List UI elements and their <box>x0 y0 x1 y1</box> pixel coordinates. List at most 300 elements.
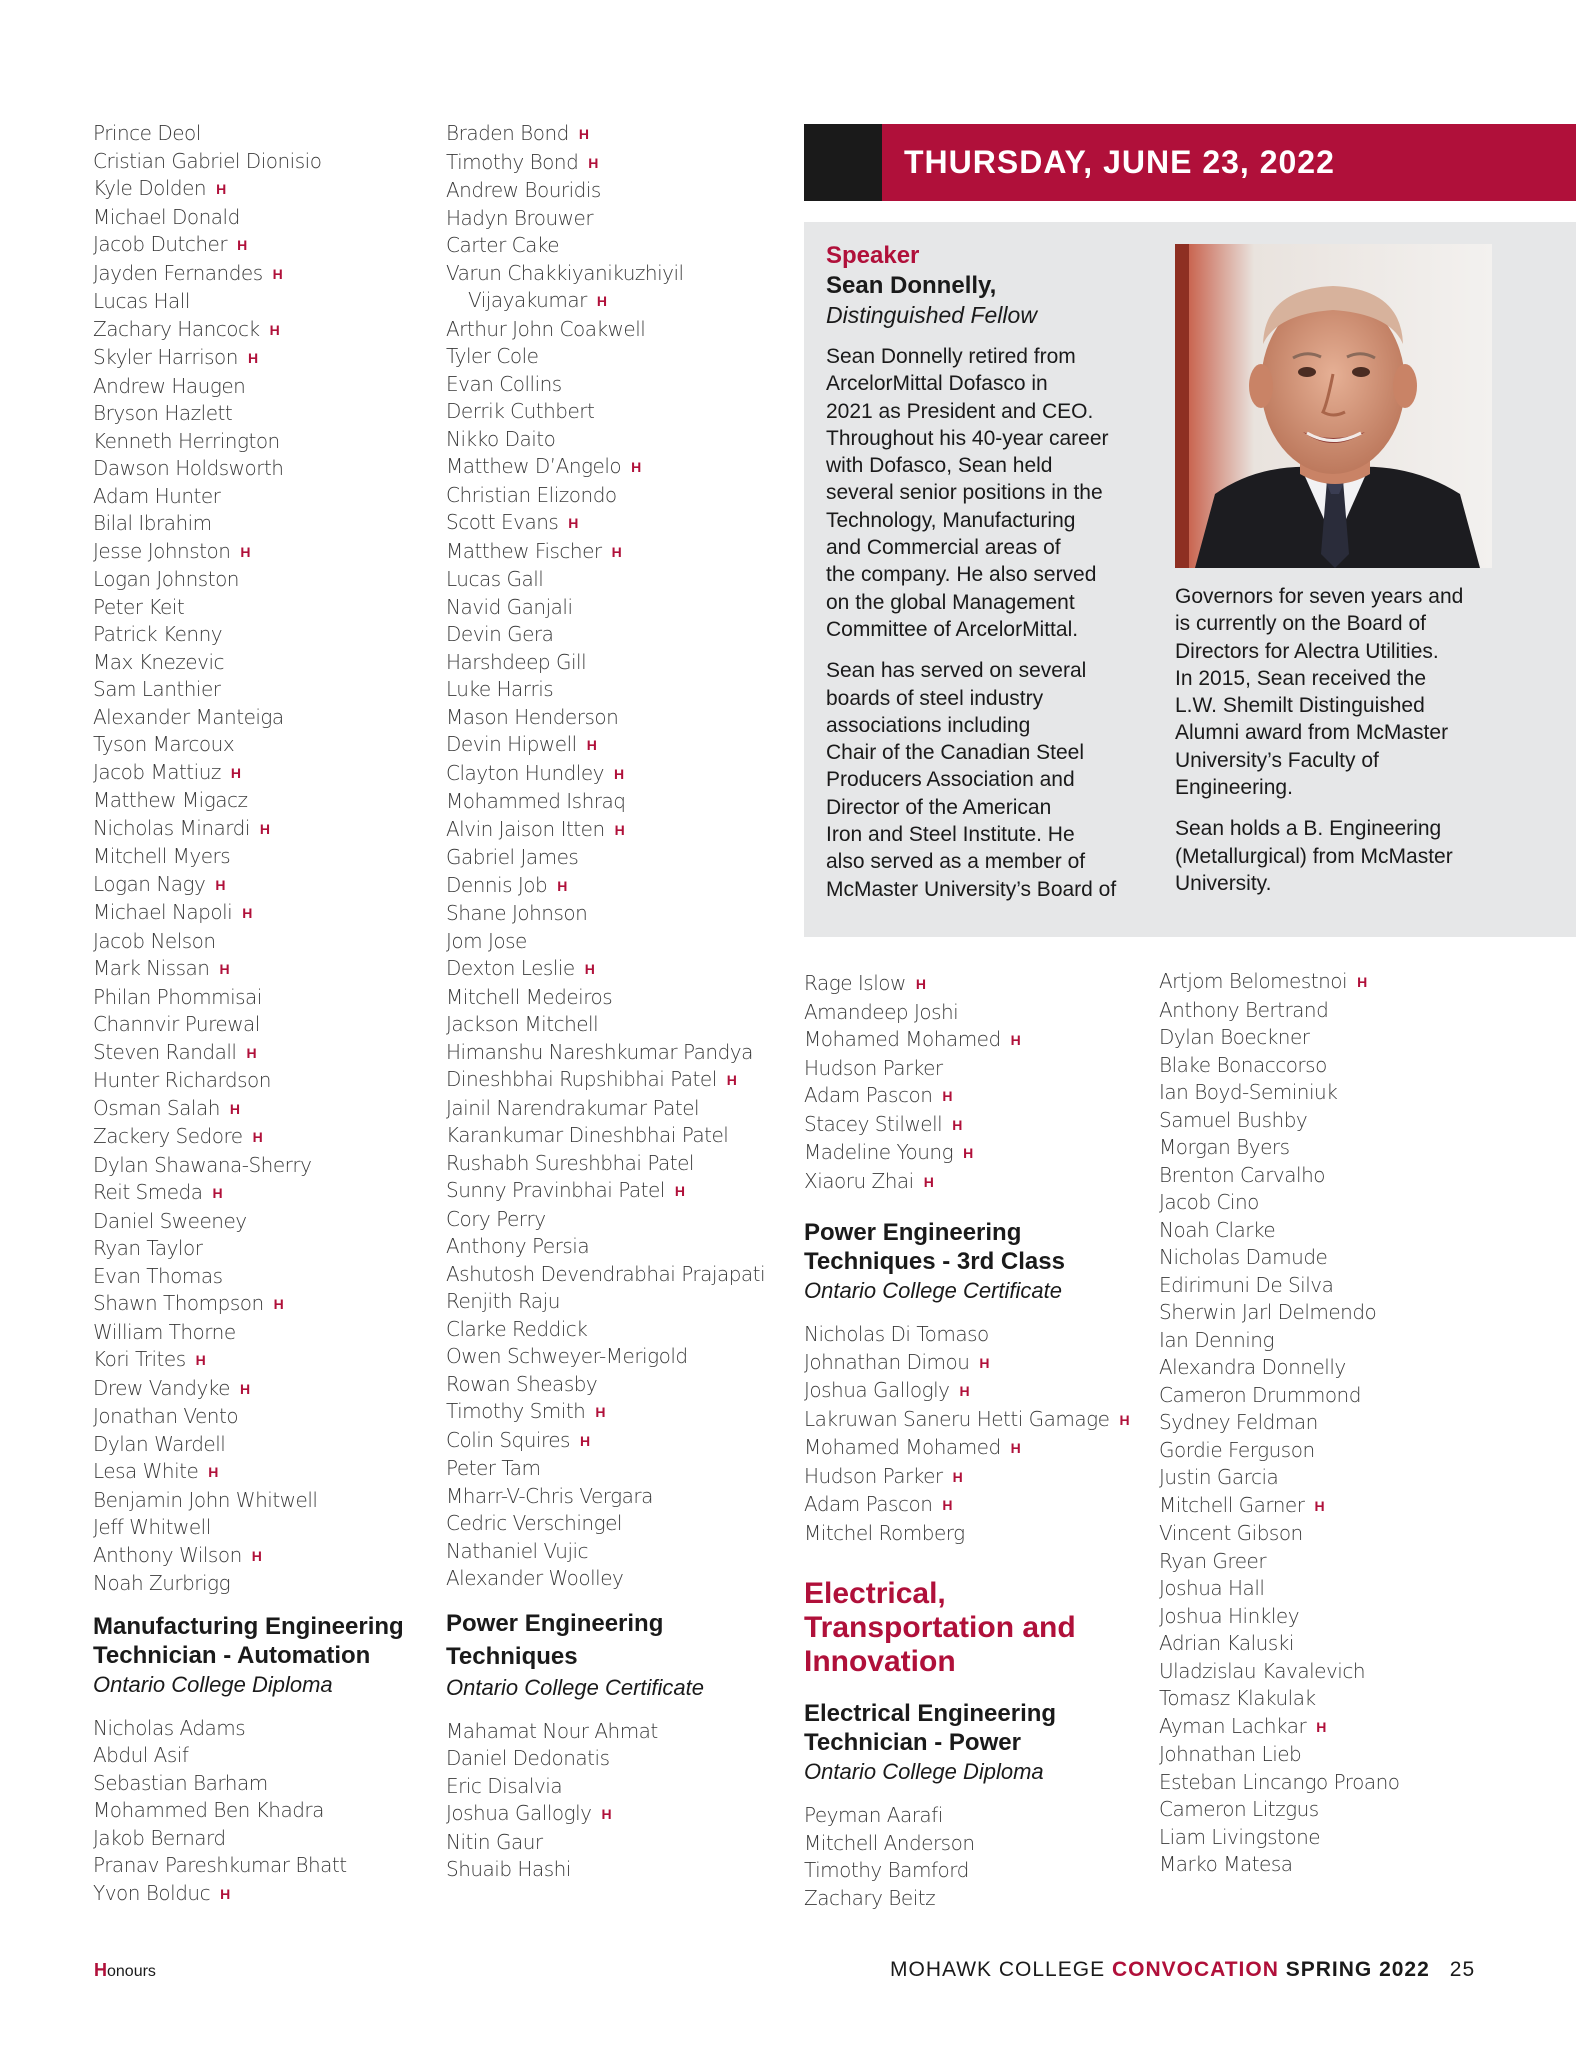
text-line: Sean has served on several <box>826 659 1087 683</box>
graduate-name-text: Sydney Feldman <box>1159 1410 1318 1434</box>
graduate-name <box>93 1487 423 1515</box>
graduate-name <box>446 426 791 454</box>
graduate-name-text: Shawn Thompson <box>93 1291 264 1315</box>
graduate-name <box>93 815 423 844</box>
graduate-name <box>446 509 791 538</box>
graduate-name-text: Vincent Gibson <box>1159 1521 1303 1545</box>
graduate-name-text: Anthony Persia <box>446 1234 590 1258</box>
graduate-name <box>446 1427 791 1456</box>
graduate-name-text: Peter Tam <box>446 1456 541 1480</box>
graduate-name-text: Mohamed Mohamed <box>804 1027 1001 1051</box>
graduate-name-text: Jacob Nelson <box>93 928 216 953</box>
honours-icon: H <box>94 1960 107 1980</box>
speaker-left-column <box>826 242 1166 917</box>
graduate-name <box>93 510 423 538</box>
graduate-name-text: Johnathan Dimou <box>804 1349 970 1374</box>
graduate-name <box>446 955 791 984</box>
text-line: also served as a member of <box>826 850 1086 874</box>
graduate-name <box>446 232 791 260</box>
graduate-name <box>93 1123 423 1152</box>
text-line: Electrical, <box>804 1577 946 1610</box>
graduate-name <box>1159 1244 1569 1272</box>
graduate-name <box>1159 1769 1569 1797</box>
text-line: Chair of the Canadian Steel <box>826 741 1084 765</box>
text-line: Governors for seven years and <box>1175 585 1464 608</box>
graduate-name-text: Max Knezevic <box>93 649 224 674</box>
date-banner-block <box>804 124 882 201</box>
honours-icon: H <box>557 877 567 894</box>
graduate-name-text: Nathaniel Vujic <box>446 1538 589 1563</box>
graduate-name-text: Stacey Stilwell <box>804 1111 943 1136</box>
graduate-name <box>446 760 791 789</box>
graduate-name-text: Kori Trites <box>93 1347 186 1371</box>
graduate-name <box>446 594 791 622</box>
program-credential: Ontario College Diploma <box>93 1671 333 1697</box>
graduate-name-text: Michael Donald <box>93 204 240 229</box>
graduate-name-text: Rage Islow <box>804 971 906 995</box>
graduate-name-text: Alexandra Donnelly <box>1159 1355 1346 1379</box>
graduate-name-text: Sunny Pravinbhai Patel <box>446 1178 665 1202</box>
graduate-name-text: Joshua Gallogly <box>446 1801 592 1825</box>
graduate-name-text: Jacob Dutcher <box>93 232 228 256</box>
graduate-name-text: Hadyn Brouwer <box>446 205 594 230</box>
honours-icon: H <box>195 1352 206 1368</box>
speaker-photo <box>1175 244 1492 568</box>
graduate-name <box>446 1371 791 1399</box>
program-title <box>446 1607 791 1673</box>
graduate-name-text: Sherwin Jarl Delmendo <box>1159 1300 1377 1324</box>
graduate-name-text: Hudson Parker <box>804 1055 943 1080</box>
graduate-name <box>1159 1713 1569 1742</box>
graduate-name-text: Madeline Young <box>804 1140 954 1164</box>
graduate-name-text: Abdul Asif <box>93 1743 189 1767</box>
graduate-name <box>93 1067 423 1095</box>
graduate-name <box>446 1483 791 1511</box>
graduate-name-text: Dylan Wardell <box>93 1431 226 1456</box>
graduate-name-text: Nicholas Adams <box>93 1715 246 1740</box>
graduate-name <box>1159 1024 1569 1052</box>
graduate-name-text: Mitchell Garner <box>1159 1492 1305 1517</box>
graduate-name <box>93 428 423 456</box>
graduate-name-text: Yvon Bolduc <box>93 1880 211 1905</box>
graduate-name-text: Anthony Wilson <box>93 1542 242 1567</box>
graduate-name <box>93 1770 423 1798</box>
honours-icon: H <box>239 1380 250 1397</box>
graduate-name-text: Nicholas Minardi <box>93 815 250 840</box>
graduate-name-text: Zachary Hancock <box>93 316 260 341</box>
graduate-name <box>93 1742 423 1770</box>
graduate-name-text: Patrick Kenny <box>93 622 223 646</box>
graduate-name <box>93 1458 423 1487</box>
graduate-name-text: Mitchel Romberg <box>804 1520 965 1545</box>
graduate-name <box>446 538 791 567</box>
honours-icon: H <box>259 820 270 837</box>
graduate-name-text: Gordie Ferguson <box>1159 1437 1315 1462</box>
graduate-name <box>93 204 423 232</box>
graduate-name <box>446 1150 791 1178</box>
graduate-name <box>93 984 423 1012</box>
graduate-name-text: Nicholas Di Tomaso <box>804 1322 989 1346</box>
graduate-name <box>93 1403 423 1431</box>
speaker-right-column <box>1175 583 1565 911</box>
text-line: ArcelorMittal Dofasco in <box>826 372 1048 396</box>
graduate-name <box>93 260 423 289</box>
graduate-name <box>446 343 791 371</box>
graduate-name <box>446 1066 791 1095</box>
graduate-name <box>446 1510 791 1538</box>
graduate-name <box>804 1857 1134 1885</box>
graduate-name-text: Dexton Leslie <box>446 956 575 980</box>
graduate-name-text: Osman Salah <box>93 1095 220 1120</box>
honours-icon: H <box>942 1088 952 1104</box>
graduate-name <box>1159 1437 1569 1465</box>
graduate-name-text: Evan Collins <box>446 371 562 396</box>
speaker-label: Speaker <box>826 242 920 269</box>
honours-icon: H <box>584 961 595 977</box>
honours-icon: H <box>1314 1497 1325 1514</box>
graduate-name-text: Hunter Richardson <box>93 1068 271 1092</box>
graduate-column-3 <box>804 970 1134 1912</box>
graduate-name-text: Channvir Purewal <box>93 1012 260 1036</box>
graduate-name <box>93 455 423 483</box>
graduate-name-text: Justin Garcia <box>1159 1465 1279 1489</box>
graduate-name <box>804 1463 1134 1492</box>
graduate-name-text: Amandeep Joshi <box>804 999 959 1024</box>
graduate-name <box>93 649 423 677</box>
graduate-name <box>93 1263 423 1291</box>
graduate-name <box>446 1565 791 1593</box>
graduate-name-text: Clayton Hundley <box>446 760 605 785</box>
honours-icon: H <box>215 876 225 893</box>
graduate-name-text: Ryan Greer <box>1159 1548 1267 1573</box>
graduate-name-text: Devin Hipwell <box>446 732 577 756</box>
footer-convocation: CONVOCATION <box>1111 1958 1279 1981</box>
graduate-name-text: Karankumar Dineshbhai Patel <box>446 1123 729 1147</box>
graduate-name <box>93 1235 423 1263</box>
graduate-name-text: Nicholas Damude <box>1159 1245 1328 1269</box>
graduate-name-text: Blake Bonaccorso <box>1159 1052 1327 1077</box>
graduate-name <box>446 900 791 928</box>
graduate-name-text: Ryan Taylor <box>93 1236 203 1260</box>
text-line: and Commercial areas of <box>826 536 1061 560</box>
graduate-name-text: Tyler Cole <box>446 344 539 368</box>
graduate-name <box>446 177 791 205</box>
graduate-name <box>93 1208 423 1236</box>
graduate-name <box>1159 1630 1569 1658</box>
graduate-name-text: Mitchell Anderson <box>804 1830 975 1855</box>
graduate-name-text: Jesse Johnston <box>93 538 231 563</box>
graduate-name-text: Timothy Bond <box>446 149 579 174</box>
honours-icon: H <box>579 1432 590 1449</box>
graduate-name <box>93 1152 423 1180</box>
graduate-name-text: Dylan Shawana-Sherry <box>93 1152 312 1177</box>
graduate-name-text: Dylan Boeckner <box>1159 1025 1310 1049</box>
honours-icon: H <box>596 293 607 309</box>
graduate-name <box>804 999 1134 1027</box>
graduate-name-text: Vijayakumar <box>468 288 587 312</box>
graduate-name-text: Matthew D’Angelo <box>446 454 622 478</box>
graduate-name-text: Luke Harris <box>446 677 554 701</box>
graduate-name-text: Derrik Cuthbert <box>446 399 595 423</box>
text-line: Iron and Steel Institute. He <box>826 823 1075 847</box>
graduate-name-text: Zachary Beitz <box>804 1885 936 1910</box>
graduate-name-text: Nikko Daito <box>446 426 556 451</box>
graduate-name <box>446 1538 791 1566</box>
graduate-name <box>93 1880 423 1909</box>
graduate-name-text: Jeff Whitwell <box>93 1515 211 1539</box>
graduate-name <box>1159 1851 1569 1879</box>
graduate-name <box>93 1852 423 1880</box>
graduate-name <box>446 1856 791 1884</box>
honours-icon: H <box>959 1383 970 1399</box>
graduate-name <box>1159 1079 1569 1107</box>
text-line: L.W. Shemilt Distinguished <box>1175 694 1425 718</box>
graduate-name-text: Kenneth Herrington <box>93 428 280 453</box>
text-line: Transportation and <box>804 1611 1076 1644</box>
graduate-name <box>93 955 423 984</box>
program-title-line: Manufacturing Engineering <box>93 1612 404 1640</box>
graduate-name-text: Alvin Jaison Itten <box>446 816 605 841</box>
graduate-name <box>446 287 791 316</box>
graduate-name-text: Timothy Smith <box>446 1399 586 1423</box>
honours-icon: H <box>586 737 597 753</box>
graduate-name <box>1159 1409 1569 1437</box>
graduate-name-text: Cedric Verschingel <box>446 1511 622 1535</box>
graduate-name-text: Tomasz Klakulak <box>1159 1686 1316 1710</box>
graduate-name <box>93 731 423 759</box>
graduate-name <box>446 371 791 399</box>
graduate-name-text: William Thorne <box>93 1319 236 1344</box>
graduate-name-text: Ian Denning <box>1159 1327 1274 1352</box>
graduate-name <box>446 704 791 732</box>
honours-icon: H <box>614 765 624 782</box>
graduate-name <box>1159 1272 1569 1300</box>
graduate-column-1 <box>93 120 423 1908</box>
graduate-name-text: Himanshu Nareshkumar Pandya <box>446 1039 753 1064</box>
graduate-name <box>446 1122 791 1150</box>
graduate-name <box>93 1542 423 1571</box>
graduate-name <box>1159 1520 1569 1548</box>
graduate-name <box>446 1343 791 1371</box>
graduate-name <box>446 1455 791 1483</box>
graduate-name <box>93 344 423 373</box>
honours-icon: H <box>269 321 280 338</box>
graduate-name <box>446 566 791 594</box>
graduate-name <box>1159 1382 1569 1410</box>
graduate-name <box>446 1288 791 1316</box>
graduate-name-text: Dineshbhai Rupshibhai Patel <box>446 1067 717 1091</box>
graduate-name <box>1159 1796 1569 1824</box>
honours-icon: H <box>963 1145 973 1161</box>
graduate-name <box>804 1055 1134 1083</box>
graduate-name-text: Arthur John Coakwell <box>446 316 646 341</box>
graduate-name <box>93 1375 423 1404</box>
graduate-name-text: Morgan Byers <box>1159 1135 1290 1159</box>
text-line: several senior positions in the <box>826 481 1103 505</box>
program-title-line: Electrical Engineering <box>804 1700 1057 1727</box>
graduate-name <box>93 316 423 345</box>
honours-icon: H <box>578 126 589 142</box>
graduate-name-text: Kyle Dolden <box>93 176 207 200</box>
name-list <box>804 970 1134 1196</box>
graduate-name <box>804 1082 1134 1111</box>
graduate-name <box>446 844 791 872</box>
graduate-name <box>446 621 791 649</box>
graduate-name-text: Adam Hunter <box>93 483 221 508</box>
graduate-name-text: Bilal Ibrahim <box>93 511 212 535</box>
graduate-name <box>446 1829 791 1857</box>
graduate-name <box>804 1377 1134 1406</box>
program-credential: Ontario College Diploma <box>804 1759 1044 1784</box>
graduate-name <box>804 970 1134 999</box>
graduate-name-text: Mharr-V-Chris Vergara <box>446 1483 653 1508</box>
graduate-name <box>446 120 791 149</box>
graduate-name-text: Lucas Hall <box>93 289 190 313</box>
graduate-name <box>93 120 423 148</box>
graduate-name-text: Daniel Dedonatis <box>446 1746 610 1770</box>
program-title-line: Techniques <box>446 1642 578 1670</box>
graduate-name <box>1159 1685 1569 1713</box>
honours-icon: H <box>915 976 926 992</box>
program-title <box>804 1218 1134 1276</box>
graduate-name-text: Mason Henderson <box>446 704 619 729</box>
honours-icon: H <box>631 459 641 475</box>
text-line: Producers Association and <box>826 768 1075 792</box>
graduate-name-text: Mohammed Ben Khadra <box>93 1798 324 1822</box>
graduate-name <box>1159 1217 1569 1245</box>
graduate-name <box>93 148 423 176</box>
graduate-name-text: Noah Zurbrigg <box>93 1571 231 1595</box>
text-line: (Metallurgical) from McMaster <box>1175 844 1453 868</box>
program-title-line: Technician - Power <box>804 1729 1021 1756</box>
graduate-name <box>93 1825 423 1853</box>
graduate-name-text: Braden Bond <box>446 121 569 145</box>
page-number: 25 <box>1449 1958 1476 1981</box>
graduate-name-text: Sam Lanthier <box>93 677 221 701</box>
graduate-name-text: Anthony Bertrand <box>1159 997 1329 1022</box>
graduate-name <box>446 205 791 233</box>
honours-icon: H <box>230 764 241 781</box>
graduate-name-text: Christian Elizondo <box>446 482 617 507</box>
graduate-name <box>93 1011 423 1039</box>
graduate-name-text: Lakruwan Saneru Hetti Gamage <box>804 1406 1110 1431</box>
graduate-name <box>93 483 423 511</box>
graduate-name <box>1159 997 1569 1025</box>
graduate-name <box>93 704 423 732</box>
graduate-name-text: Mark Nissan <box>93 956 210 980</box>
text-line: Technology, Manufacturing <box>826 508 1076 532</box>
honours-icon: H <box>923 1173 934 1190</box>
graduate-name <box>804 1406 1134 1435</box>
honours-icon: H <box>208 1464 218 1480</box>
graduate-name <box>804 1491 1134 1520</box>
honours-icon: H <box>219 961 230 977</box>
graduate-name-text: Jonathan Vento <box>93 1404 239 1428</box>
graduate-name <box>93 400 423 428</box>
text-line: boards of steel industry <box>826 686 1044 710</box>
honours-icon: H <box>1010 1032 1021 1048</box>
text-line: the company. He also served <box>826 563 1097 587</box>
graduate-name <box>446 928 791 956</box>
text-line: Alumni award from McMaster <box>1175 721 1449 745</box>
graduate-name <box>804 1520 1134 1548</box>
graduate-name <box>1159 1107 1569 1135</box>
graduate-name <box>1159 1658 1569 1686</box>
graduate-name-text: Daniel Sweeney <box>93 1208 247 1233</box>
honours-icon: H <box>674 1183 685 1199</box>
graduate-name-text: Brenton Carvalho <box>1159 1162 1325 1187</box>
graduate-name <box>1159 1162 1569 1190</box>
graduate-name-text: Dawson Holdsworth <box>93 456 284 480</box>
name-list <box>804 1802 1134 1912</box>
graduate-name <box>446 731 791 760</box>
graduate-name-text: Mohammed Ishraq <box>446 789 626 813</box>
footer-term: SPRING 2022 <box>1278 1958 1430 1981</box>
graduate-name <box>446 1398 791 1427</box>
speaker-bio-paragraph <box>826 343 1166 643</box>
graduate-name <box>446 872 791 901</box>
graduate-name <box>446 1206 791 1234</box>
graduate-name-text: Esteban Lincango Proano <box>1159 1769 1400 1794</box>
honours-icon: H <box>1119 1411 1130 1428</box>
text-line: Sean Donnelly retired from <box>826 345 1076 368</box>
graduate-name-text: Rushabh Sureshbhai Patel <box>446 1150 694 1175</box>
text-line: University’s Faculty of <box>1175 748 1379 772</box>
graduate-name <box>93 538 423 567</box>
graduate-name-text: Ayman Lachkar <box>1159 1713 1307 1738</box>
graduate-name <box>93 621 423 649</box>
graduate-name-text: Cameron Litzgus <box>1159 1797 1319 1821</box>
graduate-name <box>93 1319 423 1347</box>
name-list <box>804 1321 1134 1547</box>
graduate-name <box>93 843 423 871</box>
graduate-name-text: Reit Smeda <box>93 1180 203 1204</box>
program-title-line: Power Engineering <box>804 1219 1022 1246</box>
speaker-bio-paragraph <box>1175 583 1565 801</box>
program-title-line: Power Engineering <box>446 1609 664 1637</box>
honours-icon: H <box>1010 1440 1021 1456</box>
text-line: In 2015, Sean received the <box>1175 666 1427 690</box>
graduate-name-text: Alexander Manteiga <box>93 704 284 729</box>
program-title-line: Techniques - 3rd Class <box>804 1248 1065 1275</box>
graduate-name-text: Varun Chakkiyanikuzhiyil <box>446 260 684 285</box>
honours-icon: H <box>252 1129 263 1145</box>
graduate-name-text: Owen Schweyer-Merigold <box>446 1344 688 1368</box>
text-line: Sean holds a B. Engineering <box>1175 817 1442 841</box>
graduate-name-text: Mohamed Mohamed <box>804 1435 1001 1459</box>
honours-legend-text: onours <box>107 1963 156 1980</box>
graduate-name-text: Renjith Raju <box>446 1289 560 1313</box>
page-footer <box>890 1958 1475 1982</box>
honours-icon: H <box>614 821 625 838</box>
graduate-name <box>93 1514 423 1542</box>
graduate-name-text: Cameron Drummond <box>1159 1382 1361 1407</box>
graduate-name <box>93 288 423 316</box>
honours-icon: H <box>979 1354 990 1371</box>
graduate-name-text: Jom Jose <box>446 928 527 953</box>
honours-icon: H <box>1357 974 1367 990</box>
graduate-name <box>446 1261 791 1289</box>
speaker-title: Distinguished Fellow <box>826 302 1037 328</box>
graduate-name-text: Clarke Reddick <box>446 1316 588 1341</box>
graduate-name-text: Joshua Hinkley <box>1159 1603 1300 1628</box>
graduate-name-text: Hudson Parker <box>804 1463 943 1488</box>
graduate-name-text: Joshua Hall <box>1159 1576 1265 1600</box>
graduate-name-text: Xiaoru Zhai <box>804 1168 914 1193</box>
graduate-name <box>446 316 791 344</box>
graduate-name-text: Zackery Sedore <box>93 1124 243 1148</box>
graduate-name <box>446 984 791 1012</box>
